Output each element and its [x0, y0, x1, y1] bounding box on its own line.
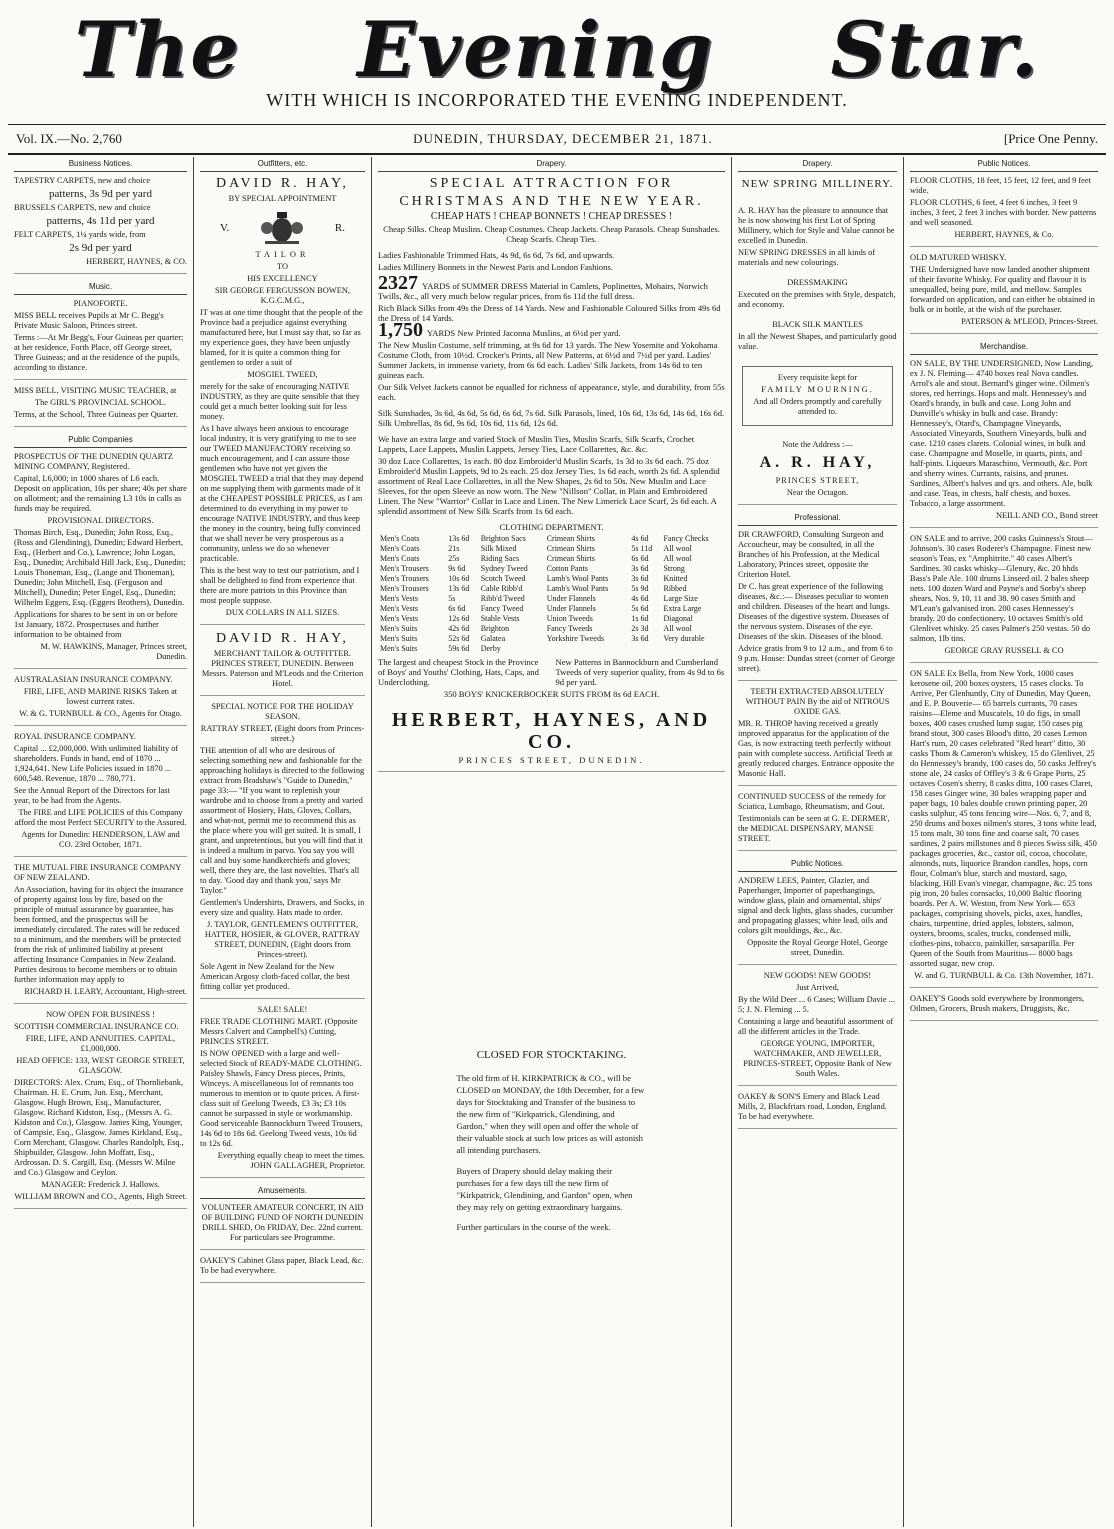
table-cell: Silk Mixed — [480, 544, 517, 553]
column-5 — [904, 157, 1104, 1527]
ad-text: Rich Black Silks from 49s the Dress of 14 Yards. New and Fashionable Coloured Silks from 49s 6d the Dress of 14 Yards. — [378, 303, 721, 323]
ad-text: Opposite the Royal George Hotel, George street, Dunedin. — [747, 938, 888, 957]
ad-text: MISS BELL receives Pupils at Mr C. Begg's Private Music Saloon, Princes street. — [14, 311, 164, 330]
section-head-public-notices: Public Notices. — [738, 857, 897, 872]
table-cell: 6s 6d — [631, 554, 649, 563]
ad-text: R. — [334, 222, 345, 234]
ad-text: IS NOW OPENED with a large and well-selected Stock of READY-MADE CLOTHING. Paisley Shawls, Fancy Dress pieces, Prints, Winceys. A miscellaneous lot of remnants too numerous to mention or to quote prices. A first-class suit of Geelong Tweeds, £3 3s; £3 10s cannot be surpassed in style or workmanship. Good serviceable Bannockburn Tweed Trousers, 14s 6d to 18s 6d. Geelong Tweed vests, 10s 6d to 12s 6d. — [200, 1049, 363, 1148]
ad-signature: RICHARD H. LEARY, Accountant, High-street. — [24, 987, 187, 996]
ad-subheading: PROVISIONAL DIRECTORS. — [47, 516, 154, 525]
table-cell: Derby — [480, 644, 501, 653]
ad-signature: Everything equally cheap to meet the times. JOHN GALLAGHER, Proprietor. — [217, 1151, 365, 1170]
table-cell: Men's Trousers — [380, 584, 429, 593]
scottish-commercial-ad — [14, 1010, 187, 1209]
ad-heading: MISS BELL, VISITING MUSIC TEACHER, at — [14, 386, 177, 395]
table-cell: Riding Sacs — [480, 554, 520, 563]
ad-text: ON SALE, BY THE UNDERSIGNED, Now Landing, ex J. N. Fleming— 4740 boxes real Nova candles. Arrol's ale and stout. Bernard's ginger wine. Oilmen's stores, red herrings. Hops and malt. Hennessey's and Otard's brandy, in bulk and case. Long John and Dunville's whisky in bulk and case. Brandy: Hennessey's, Otard's, Champagne Vineyards, Associated Vineyards, Southern Vineyards, bulk and case. 1210 cases clarets. Colonial wines, in bulk and case. Champagne and Moselle, in quarts, pints, and half-pints. Liqueurs Maraschino, Vermouth, &c. Port and sherry wines. Currants, raisins, and prunes. Sardines, Albert's halves and qrs. and others. Ale, bulk and case. Teas, in chests, half chests, and boxes. Tobacco, a large assortment. — [910, 359, 1094, 508]
table-cell: 13s 6d — [448, 584, 470, 593]
carpets-ad — [14, 176, 187, 274]
table-cell: 42s 6d — [448, 624, 470, 633]
ad-heading: CLOSED FOR STOCKTAKING. — [476, 1049, 627, 1061]
russell-ad — [910, 534, 1098, 663]
table-cell: Stable Vests — [480, 614, 520, 623]
table-cell: All wool — [663, 624, 692, 633]
section-head-business: Business Notices. — [14, 157, 187, 172]
table-cell: 5s 11d — [631, 544, 653, 553]
columns — [8, 157, 1106, 1527]
table-cell: Yorkshire Tweeds — [546, 634, 605, 643]
david-hay-tailor-ad — [200, 176, 365, 625]
table-cell: Men's Vests — [380, 604, 418, 613]
ad-text: We have an extra large and varied Stock of Muslin Ties, Muslin Scarfs, Silk Scarfs, Crochet Lappets, Lace Lappets, Muslin Lappets, Jersey Ties, Lace Collarettes, &c. &c. — [378, 434, 695, 454]
ad-text: HEAD OFFICE: 133, WEST GEORGE STREET, GLASGOW. — [16, 1056, 185, 1075]
table-cell — [661, 644, 725, 654]
column-1 — [8, 157, 194, 1527]
ad-line: BRUSSELS CARPETS, new and choice — [14, 203, 151, 212]
table-cell: Crimean Shirts — [546, 544, 595, 553]
table-cell: Fancy Tweed — [480, 604, 524, 613]
ad-subheading: CHEAP HATS ! CHEAP BONNETS ! CHEAP DRESSES ! — [430, 211, 673, 222]
table-cell: Knitted — [663, 574, 688, 583]
concert-ad — [200, 1203, 365, 1250]
bell-visiting-ad — [14, 386, 187, 427]
ad-text: Ladies Fashionable Trimmed Hats, 4s 9d, 6s 6d, 7s 6d, and upwards. — [378, 250, 615, 260]
table-cell: 12s 6d — [448, 614, 470, 623]
ad-text: The old firm of H. KIRKPATRICK & CO., will be CLOSED on MONDAY, the 18th December, for a few days for Stocktaking and Transfer of the business to the new firm of "Kirkpatrick, Glendining, and Gardon," when they will open and offer the whole of their valuable stock at such low prices as will astonish all intending purchasers. — [456, 1073, 645, 1155]
ad-text: Testimonials can be seen at G. E. DERMER', the MEDICAL DISPENSARY, MANSE STREET. — [738, 814, 890, 843]
table-row — [378, 534, 725, 544]
ad-text: This is the best way to test our patriotism, and I shall be delighted to find from experience that there are more patriots in this Province than most people suppose. — [200, 566, 360, 605]
ad-heading: NEW SPRING MILLINERY. — [741, 178, 894, 190]
ad-text: ON SALE Ex Bella, from New York, 1000 cases kerosene oil, 200 boxes oysters, 15 cases clocks. To Arrive, Per Glenhuntly, City of Dunedin, May Queen, and E. P. Bouverie— 65 barrels currants, 70 cases raisins—Eleme and Muscatels, 10 do figs, in small boxes, 400 cases crushed lump sugar, 150 cases pig brand stout, 300 cases Blood's ditto, 20 cases Lemon Hart's rum, 20 cases celebrated "Red heart" ditto, 30 casks Thom & Cameron's whiskey, 15 do Glenlivet, 25 do Hennessey's brandy, 100 cases do, 50 casks Jeffrey's stone ale, 24 casks of Offley's 3 & 6 Grape Ports, 25 octaves Cosen's sherry, 8 casks ditto, 100 cases Claret, 158 cases Ginger wine, 30 bales wrapping paper and paper bags, 10 bales double crown printing paper, 20 casks sulphur, 45 tons fencing wire—Nos. 6, 7, and 8, 250 drums and boxes oilmen's stores, 3 tons white lead, 15 tons malt, 30 tons fine and coarse salt, 70 cases sardines, 2 pairs millstones and 8 pieces Swiss silk, 450 packages groceries, &c., castor oil, cocoa, chocolate, almonds, nuts, liquorice Brandon candles, hops, corn flour, Colman's blue, starch and mustard, sago, blacking, Hill Evan's vinegar, champagne, &c. 25 tons pig iron, 20 bales cornsacks, 10,000 Baltic flooring boards. Per A. W. Weston, from New York— 653 packages, comprising shovels, picks, axes, handles, chairs, turpentine, dried apples, lobsters, salmon, oysters, brooms, scales, trucks, condensed milk, clothes-pins, tobacco, painkiller, sarsaparilla. Per Queen of the South from Mauritius— 8000 bags assorted sugar, new crop. — [910, 669, 1097, 968]
ad-text: IT was at one time thought that the people of the Province had a prejudice against everything manufactured here, but I must say that, so far as my experience goes, they have been unjustly blamed, for it is quite a common thing for gentlemen to order a suit of — [200, 308, 363, 367]
table-cell: 10s 6d — [448, 574, 470, 583]
ad-signature: PATERSON & M'LEOD, Princes-Street. — [961, 317, 1098, 326]
ad-subheading: BLACK SILK MANTLES — [772, 320, 863, 329]
ad-text: The FIRE and LIFE POLICIES of this Company afford the most Perfect SECURITY to the Assured. — [14, 808, 187, 827]
title-word-1: The — [74, 5, 241, 94]
table-cell: 5s 6d — [631, 604, 649, 613]
ad-text: FIRE, LIFE, AND MARINE RISKS Taken at lowest current rates. — [23, 687, 178, 706]
royal-crest-icon — [257, 210, 307, 246]
ad-text: New Patterns in Bannockburn and Cumberland Tweeds of very superior quality, from 4s 9d to 6s 9d per yard. — [555, 657, 725, 687]
oakey-ad — [200, 1256, 365, 1283]
taylor-holiday-ad — [200, 702, 365, 999]
ad-signature: GEORGE GRAY RUSSELL & CO — [944, 646, 1064, 655]
ad-signature: W. and G. TURNBULL & Co. 13th November, 1871. — [914, 971, 1094, 980]
ad-number: 1,750 — [378, 319, 423, 341]
table-cell: Men's Trousers — [380, 564, 429, 573]
ad-text: YARDS of SUMMER DRESS Material in Camlets, Poplinettes, Mohairs, Norwich Twills, &c., all very much below regular prices, from 6s 11d the full dress. — [378, 281, 708, 301]
table-cell: Fancy Checks — [663, 534, 709, 543]
ad-heading: SPECIAL ATTRACTION FOR — [429, 176, 674, 191]
table-row — [378, 634, 725, 644]
david-hay-merchant-ad — [200, 631, 365, 696]
ad-text: A. R. HAY has the pleasure to announce that he is now showing his first Lot of Spring Millinery, which for Style and Value cannot be excelled in Dunedin. — [738, 206, 895, 245]
section-head-drapery: Drapery. — [378, 157, 725, 172]
ad-text: CONTINUED SUCCESS of the remedy for Sciatica, Lumbago, Rheumatism, and Gout. — [738, 792, 886, 811]
ad-text: The largest and cheapest Stock in the Province of Boys' and Youths' Clothing, Hats, Caps, and Underclothing. — [378, 657, 539, 687]
ad-heading: FREE TRADE CLOTHING MART. (Opposite Messrs Calvert and Campbell's) Cutting, PRINCES STREET. — [200, 1017, 358, 1046]
young-ad — [738, 971, 897, 1086]
table-cell: Men's Coats — [380, 544, 420, 553]
floor-cloths-ad — [910, 176, 1098, 247]
ad-text: ANDREW LEES, Painter, Glazier, and Paperhanger, Importer of paperhangings, window glass, plain and ornamental, ships' signal and deck lights, glass shades, cucumber and propagating glasses; white lead, oils and colors gilt mouldings, &c., &c. — [738, 876, 894, 935]
dermer-ad — [738, 792, 897, 851]
ad-text: Further particulars in the course of the week. — [456, 1222, 611, 1233]
ad-text: PRINCES STREET, DUNEDIN. — [458, 755, 645, 765]
section-head-amusements: Amusements. — [200, 1184, 365, 1199]
ad-text: TAILOR — [255, 250, 310, 259]
oakey-goods-ad — [910, 994, 1098, 1021]
ad-text: As I have always been anxious to encourage local industry, it is very gratifying to me to see our TWEED MANUFACTORY receiving so much encouragement, and I can assure those gentlemen who have not yet given the MOSGIEL TWEED a trial that they may depend on me supplying them with garments made of it at the CHEAPEST POSSIBLE PRICES, as I am determined to do everything in my power to encourage NATIVE INDUSTRY, and thus keep the money in the country, being fully convinced that we shall never be very prosperous as a community, unless we do so whenever practicable. — [200, 424, 364, 563]
ad-text: OAKEY & SON'S Emery and Black Lead Mills, 2, Blackfriars road, London, England. To be had everywhere. — [738, 1092, 887, 1121]
section-head-public-notices-2: Public Notices. — [910, 157, 1098, 172]
ad-line: FELT CARPETS, 1¼ yards wide, from — [14, 230, 146, 239]
ad-text: By the Wild Deer ... 6 Cases; William Davie ... 5; J. N. Fleming ... 5. — [738, 995, 895, 1014]
ad-heading: DAVID R. HAY, — [216, 631, 349, 646]
table-cell: 3s 6d — [631, 564, 649, 573]
table-row — [378, 614, 725, 624]
ad-heading: SALE! SALE! — [257, 1005, 308, 1014]
mourning-box — [742, 366, 893, 426]
ad-heading: TEETH EXTRACTED ABSOLUTELY WITHOUT PAIN By the aid of NITROUS OXIDE GAS. — [745, 687, 890, 716]
table-row — [378, 554, 725, 564]
free-trade-ad — [200, 1005, 365, 1178]
ad-heading: CHRISTMAS AND THE NEW YEAR. — [399, 194, 704, 209]
table-cell: Extra Large — [663, 604, 702, 613]
table-cell: 3s 6d — [631, 574, 649, 583]
price: [Price One Penny. — [1003, 131, 1098, 146]
ad-text: THE attention of all who are desirous of selecting something new and fashionable for the approaching holidays is directed to the following extract from Bradshaw's "Guide to Dunedin," page 33:— "If you want to replenish your wardrobe and to choose from a pretty and varied assortment of Hosiery, Hats, Gloves, Collars, and what-not, permit me to recommend this as the place where you will get suited. It is small, I grant, and unpretentious, but you will find that it is indeed a multum in parvo. You say you will call and buy some handkerchiefs and gloves; well, there they are, the last novelties. That's all to day. 'Good day and thank you,' says Mr Taylor." — [200, 746, 365, 895]
ad-text: The GIRL'S PROVINCIAL SCHOOL. — [34, 398, 166, 407]
ad-text: An Association, having for its object the insurance of property against loss by fire, based on the principle of mutual assurance by guarantee, has been formed, and the prospectus will be immediately circulated. The rates will be reduced to a minimum, and the members will be protected from the risk of unlimited liability at present affecting Insurance Companies in New Zealand. Parties desirous to become members or to obtain further information may apply to — [14, 885, 184, 984]
table-cell: 4s 6d — [631, 534, 649, 543]
ad-text: OAKEY'S Cabinet Glass paper, Black Lead, &c. To be had everywhere. — [200, 1256, 364, 1275]
title-word-2: Evening — [357, 5, 715, 94]
table-cell: 59s 6d — [448, 644, 470, 653]
ad-text: TO — [276, 262, 288, 271]
table-cell: Diagonal — [663, 614, 693, 623]
table-cell: All wool — [663, 554, 692, 563]
neill-ad — [910, 359, 1098, 528]
ad-subheading: CLOTHING DEPARTMENT. — [499, 522, 604, 532]
table-cell: All wool — [663, 544, 692, 553]
date: DUNEDIN, THURSDAY, DECEMBER 21, 1871. — [413, 131, 713, 146]
ad-text: MOSGIEL TWEED, — [247, 370, 318, 379]
table-cell: Sydney Tweed — [480, 564, 528, 573]
ad-text: Ladies Millinery Bonnets in the Newest Paris and London Fashions. — [378, 262, 613, 272]
pianoforte-ad — [14, 299, 187, 380]
ad-heading: THE MUTUAL FIRE INSURANCE COMPANY OF NEW ZEALAND. — [14, 863, 182, 882]
ad-line: 2s 9d per yard — [69, 242, 132, 254]
table-cell: Ribb'd Tweed — [480, 594, 525, 603]
royal-insurance-ad — [14, 732, 187, 857]
table-cell: 21s — [448, 544, 460, 553]
ad-text: Our Silk Velvet Jackets cannot be equalled for richness of appearance, style, and durability, from 55s each. — [378, 382, 725, 402]
ad-text: 350 BOYS' KNICKERBOCKER SUITS FROM 8s 6d EACH. — [443, 689, 660, 699]
section-head-drapery-2: Drapery. — [738, 157, 897, 172]
crawford-ad — [738, 530, 897, 681]
table-cell: Large Size — [663, 594, 698, 603]
table-cell: Men's Vests — [380, 614, 418, 623]
ad-text — [378, 272, 725, 301]
table-cell: Men's Vests — [380, 594, 418, 603]
ad-text: PRINCES STREET, — [775, 476, 860, 485]
table-cell: Lamb's Wool Pants — [546, 574, 609, 583]
ad-text: DUX COLLARS IN ALL SIZES. — [225, 608, 340, 617]
table-cell: 3s 6d — [631, 634, 649, 643]
ad-line: patterns, 4s 11d per yard — [46, 215, 155, 227]
table-cell — [629, 644, 661, 654]
table-cell: 5s 9d — [631, 584, 649, 593]
whisky-ad — [910, 253, 1098, 334]
ad-text: Terms, at the School, Three Guineas per Quarter. — [14, 410, 178, 419]
table-cell: Men's Coats — [380, 554, 420, 563]
oakey-son-ad — [738, 1092, 897, 1129]
table-cell: Cotton Pants — [546, 564, 588, 573]
ad-text: OAKEY'S Goods sold everywhere by Ironmongers, Oilmen, Grocers, Brush makers, Druggists, &c. — [910, 994, 1085, 1013]
table-cell: Lamb's Wool Pants — [546, 584, 609, 593]
ad-signature: HERBERT, HAYNES, & Co. — [954, 230, 1054, 239]
section-head-professional: Professional. — [738, 511, 897, 526]
australasian-ad — [14, 675, 187, 726]
ad-heading: PROSPECTUS OF THE DUNEDIN QUARTZ MINING COMPANY, Registered. — [14, 452, 173, 471]
ad-text: FLOOR CLOTHS, 18 feet, 15 feet, 12 feet, and 9 feet wide. — [910, 176, 1091, 195]
ad-heading: SCOTTISH COMMERCIAL INSURANCE CO. — [14, 1022, 179, 1031]
ad-text: THE Undersigned have now landed another shipment of their favorite Whisky. For quality and flavour it is unequalled, being pure, mild, and mellow. Samples forwarded on application, and can either be obtained in bulk or in bottle, at the wish of the purchaser. — [910, 265, 1095, 314]
ad-text: Gentlemen's Undershirts, Drawers, and Socks, in every size and quality. Hats made to order. — [200, 898, 365, 917]
ad-text: Near the Octagon. — [786, 488, 849, 497]
ad-text: See the Annual Report of the Directors for last year, to be had from the Agents. — [14, 786, 170, 805]
ad-text: RATTRAY STREET, (Eight doors from Princes-street.) — [200, 724, 365, 743]
table-cell: 6s 6d — [448, 604, 466, 613]
table-cell: Fancy Tweeds — [546, 624, 593, 633]
ad-text: SIR GEORGE FERGUSSON BOWEN, K.G.C.M.G., — [215, 286, 350, 305]
volume-number: Vol. IX.—No. 2,760 — [16, 131, 122, 146]
ad-text: Thomas Birch, Esq., Dunedin; John Ross, Esq., (Ross and Glendining), Dunedin; Edward Herbert, Esq., (Herbert and Co.), Lawrence; John Logan, Esq., Dunedin; Archibald Hill Jack, Esq., Dunedin; Louis Thoneman, Esq., (Lange and Thoneman), Dunedin; John Mitchell, Esq. (Ferguson and Mitchell), Dunedin; Peter Engel, Esq., Dunedin; Wilhelm Eggers, Esq. (Eggers Brothers), Dunedin. — [14, 528, 186, 607]
ad-text: VOLUNTEER AMATEUR CONCERT, IN AID OF BUILDING FUND OF NORTH DUNEDIN DRILL SHED, On FRIDAY, Dec. 22nd current. For particulars see Programme. — [201, 1203, 364, 1242]
table-cell: 4s 6d — [631, 594, 649, 603]
ad-signature: NEILL AND CO., Bond street — [995, 511, 1098, 520]
ad-text: Applications for shares to be sent in on or before 1st January, 1872. Prospectuses and further information to be obtained from — [14, 610, 178, 639]
table-cell: 9s 6d — [448, 564, 466, 573]
ad-text: Cheap Silks. Cheap Muslins. Cheap Costumes. Cheap Jackets. Cheap Parasols. Cheap Sunshades. Cheap Scarfs. Cheap Ties. — [383, 224, 720, 244]
ad-text: ON SALE and to arrive, 200 casks Guinness's Stout—Johnson's. 30 cases Roderer's Champagne. Finest new season's Teas, ex "Amphitrite." 40 cases Albert's Sardines. 30 casks whisky—Glenury, &c. 20 hhds Bass's Pale Ale. 100 drums Linseed oil. 2 bales sheep nets. 100 dozen Ward and Payne's and Sorby's sheep shears, Nos. 9, 10, 11 and 38. 90 cases Smith and M'Lean's galvanised iron. 200 cases Hennessey's brandy. 20 do confectionery. 10 octaves Smith's old Glenlivet whisky. 25 cases Palmer's 250 vestas. 50 do salmon, 1lb tins. — [910, 534, 1093, 643]
masthead — [0, 0, 1114, 108]
column-2 — [194, 157, 372, 1527]
table-cell: Union Tweeds — [546, 614, 593, 623]
throp-ad — [738, 687, 897, 786]
table-cell: 2s 3d — [631, 624, 649, 633]
ad-text: MERCHANT TAILOR & OUTFITTER. PRINCES STREET, DUNEDIN. Between Messrs. Paterson and M'Leods and the Criterion Hotel. — [201, 649, 364, 688]
ad-text: Just Arrived, — [796, 983, 839, 992]
ad-line: patterns, 3s 9d per yard — [49, 188, 152, 200]
ad-text: Silk Sunshades, 3s 6d, 4s 6d, 5s 6d, 6s 6d, 7s 6d. Silk Parasols, lined, 10s 6d, 13s 6d, 14s 6d, 16s 6d. Silk Umbrellas, 8s 6d, 9s 6d, 10s 6d, 11s 6d, 12s 6d. — [378, 408, 725, 428]
table-cell: Scotch Tweed — [480, 574, 526, 583]
section-head-companies: Public Companies — [14, 433, 187, 448]
table-cell — [545, 644, 630, 654]
table-row — [378, 644, 725, 654]
ad-text: Capital, L6,000; in 1000 shares of L6 each. Deposit on application, 10s per share; 40s per share on allotment; and the remaining L3 10s in calls as funds may be required. — [14, 474, 187, 513]
ad-text: BY SPECIAL APPOINTMENT — [228, 194, 337, 203]
ad-heading: A. R. HAY, — [759, 454, 876, 471]
table-cell: 5s — [448, 594, 456, 603]
quartz-mining-ad — [14, 452, 187, 669]
ad-text: HIS EXCELLENCY — [247, 274, 318, 283]
ad-text: Note the Address :— — [782, 440, 853, 449]
table-row — [378, 604, 725, 614]
table-cell: 13s 6d — [448, 534, 470, 543]
ad-text: 30 doz Lace Collarettes, 1s each. 80 doz Embroider'd Muslin Scarfs, 1s 3d to 3s 6d each. 75 doz Embroider'd Muslin Lappets, 9d to 2s each. 25 doz Jersey Ties, 1s 6d each, worth 2s 6d. A splendid assortment of Real Lace Collarettes, in all the New Shapes, 2s 6d to 50s. New Muslin and Lace Sleeves, for the open Sleeve as now worn. The New "Nillson" Collar, in Plain and Embroidered Linen. The New "Warrior" Collar in Lace and Linen. The New Limerick Lace Scarf, 2s 6d each. A splendid assortment of New Silk Scarfs from 1s 6d each. — [378, 456, 720, 516]
table-cell: Crimean Shirts — [546, 554, 595, 563]
ad-text: In all the Newest Shapes, and particularly good value. — [738, 332, 897, 351]
ad-subheading: DRESSMAKING — [787, 278, 848, 287]
ad-text: And all Orders promptly and carefully attended to. — [753, 397, 882, 416]
column-4 — [732, 157, 904, 1527]
ad-text: Buyers of Drapery should delay making their purchases for a few days till the new firm of "Kirkpatrick, Glendining, and Gardon" open, when they may rely on getting extraordinary bargains. — [456, 1165, 633, 1212]
table-cell: Very durable — [663, 634, 705, 643]
column-3 — [372, 157, 732, 1527]
ad-text: YARDS New Printed Jaconna Muslins, at 6½d per yard. — [427, 328, 621, 338]
ad-text: MANAGER: Frederick J. Hallows. — [41, 1180, 160, 1189]
table-cell: Under Flannels — [546, 594, 596, 603]
ad-signature: M. W. HAWKINS, Manager, Princes street, Dunedin. — [40, 642, 187, 661]
ad-signature: Agents for Dunedin: HENDERSON, LAW and CO. 23rd October, 1871. — [21, 830, 180, 849]
ad-subheading: NOW OPEN FOR BUSINESS ! — [46, 1010, 155, 1019]
ad-text: The New Muslin Costume, self trimming, at 9s 6d for 13 yards. The New Yosemite and Yokohama Costume Cloth, from 10½d. Crocker's Prints, all New Patterns, at 6½d and 7½d per yard. Ladies' Summer Jackets, in immense variety, from 6s 6d each. Ladies' Silk Jackets, from 14s 6d to ten guineas each. — [378, 340, 718, 380]
ad-text: Terms :—At Mr Begg's, Four Guineas per quarter; at her residence, Forth Place, off George street, Three Guineas; and at the residence of the pupils, according to distance. — [14, 333, 184, 372]
ad-signature: J. TAYLOR, GENTLEMEN'S OUTFITTER, HATTER, HOSIER, & GLOVER, RATTRAY STREET, DUNEDIN, (Eight doors from Princes-street). — [204, 920, 361, 959]
herbert-haynes-ad — [378, 176, 725, 772]
ad-text: Containing a large and beautiful assortment of all the different articles in the Trade. — [738, 1017, 894, 1036]
table-cell: Men's Suits — [380, 624, 418, 633]
ad-text: Executed on the premises with Style, despatch, and economy. — [738, 290, 896, 309]
table-row — [378, 544, 725, 554]
ad-text: FAMILY MOURNING. — [761, 385, 874, 394]
ad-signature: W. & G. TURNBULL & CO., Agents for Otago. — [19, 709, 182, 718]
turnbull-ad — [910, 669, 1098, 988]
table-cell: 52s 6d — [448, 634, 470, 643]
table-row — [378, 574, 725, 584]
ad-line: TAPESTRY CARPETS, new and choice — [14, 176, 151, 185]
ad-heading: DAVID R. HAY, — [216, 176, 349, 191]
table-row — [378, 594, 725, 604]
table-row — [378, 584, 725, 594]
ad-text: DIRECTORS: Alex. Crum, Esq., of Thornliebank, Chairman. H. E. Crum, Jun. Esq., Merchant, Glasgow. Hugh Brown, Esq., Manufacturer, Glasgow. Richard Kidston, Esq., (Messrs A. G. Kidston and Co.), Glasgow. James King, Younger, of Campsie, Esq., Glasgow. James Kirkland, Esq., Corn Merchant, Glasgow. Charles Randolph, Esq., Shipbuilder, Glasgow. John Moffatt, Esq., Ardrossan. D. S. Cargill, Esq. (Messrs W. Milne and Co.) Glasgow and Ceylon. — [14, 1078, 184, 1177]
ad-text: merely for the sake of encouraging NATIVE INDUSTRY, as they are quite sensible that they could get a much better looking suit for less money. — [200, 382, 360, 421]
table-cell: 1s 6d — [631, 614, 649, 623]
ad-signature: WILLIAM BROWN and CO., Agents, High Street. — [14, 1192, 187, 1201]
table-cell: 25s — [448, 554, 460, 563]
subtitle: WITH WHICH IS INCORPORATED THE EVENING INDEPENDENT. — [266, 90, 848, 110]
table-row — [378, 624, 725, 634]
ad-text: DR CRAWFORD, Consulting Surgeon and Accoucheur, may be consulted, in all the Branches of his Profession, at the Medical Laboratory, Princes street, opposite the Criterion Hotel. — [738, 530, 884, 579]
kirkpatrick-ad — [457, 1049, 647, 1233]
ad-text: Advice gratis from 9 to 12 a.m., and from 6 to 9 p.m. House: Dundas street (corner of George street). — [738, 644, 895, 673]
table-cell: Brighton Sacs — [480, 534, 526, 543]
table-cell: Under Flannels — [546, 604, 596, 613]
ad-text: Every requisite kept for — [777, 373, 858, 382]
ad-heading: SPECIAL NOTICE FOR THE HOLIDAY SEASON. — [211, 702, 354, 721]
ad-heading: ROYAL INSURANCE COMPANY. — [14, 732, 136, 741]
ad-text: FIRE, LIFE, AND ANNUITIES. CAPITAL, £1,000,000. — [25, 1034, 176, 1053]
ad-signature: HERBERT, HAYNES, & CO. — [86, 257, 187, 266]
table-cell: Cable Ribb'd — [480, 584, 523, 593]
ad-number: 2327 — [378, 272, 418, 294]
clothing-table — [378, 534, 725, 654]
ad-text: NEW SPRING DRESSES in all kinds of materials and new colourings. — [738, 248, 876, 267]
ar-hay-ad — [738, 176, 897, 505]
table-cell: Ribbed — [663, 584, 687, 593]
ad-heading: NEW GOODS! NEW GOODS! — [763, 971, 872, 980]
table-cell: Galatea — [480, 634, 506, 643]
ad-signature: GEORGE YOUNG, IMPORTER, WATCHMAKER, AND JEWELLER, PRINCES-STREET, Opposite Bank of New South Wales. — [743, 1039, 892, 1078]
section-head-music: Music. — [14, 280, 187, 295]
ad-text: MR. R. THROP having received a greatly improved apparatus for the application of the Gas, is now extracting teeth perfectly without pain with complete success. Artificial Teeth at greatly reduced charges. Entrance opposite the Masonic Hall. — [738, 719, 895, 778]
ad-heading: HERBERT, HAYNES, AND CO. — [391, 709, 712, 753]
table-cell: Men's Coats — [380, 534, 420, 543]
ad-text: Dr C. has great experience of the following diseases, &c.:— Diseases peculiar to women and children. Diseases of the heart and lungs. Diseases of the digestive system. Diseases of the nervous system. Diseases of the eye. Diseases of the skin. Diseases of the blood. — [738, 582, 890, 641]
lees-ad — [738, 876, 897, 965]
table-cell: Men's Trousers — [380, 574, 429, 583]
ad-heading: OLD MATURED WHISKY. — [910, 253, 1007, 262]
table-cell: Men's Suits — [380, 634, 418, 643]
dateline-bar — [8, 124, 1106, 155]
ad-text — [378, 319, 725, 341]
newspaper-title — [0, 0, 1114, 94]
table-cell: Men's Suits — [380, 644, 418, 653]
ad-text: Capital ... £2,000,000. With unlimited liability of shareholders. Funds in hand, end of 1870 ... 1,924,641. New Life Policies issued in 1870 ... 600,548. Revenue, 1870 ... 780,771. — [14, 744, 179, 783]
table-cell: Crimean Shirts — [546, 534, 595, 543]
title-word-3: Star. — [830, 5, 1040, 94]
ad-heading: AUSTRALASIAN INSURANCE COMPANY. — [14, 675, 173, 684]
table-cell: Strong — [663, 564, 685, 573]
ad-text: Sole Agent in New Zealand for the New American Argosy cloth-faced collar, the best fitting collar yet produced. — [200, 962, 350, 991]
mutual-fire-ad — [14, 863, 187, 1004]
ad-text: FLOOR CLOTHS, 6 feet, 4 feet 6 inches, 3 feet 9 inches, 3 feet, 2 feet 3 inches with border. New patterns and well seasoned. — [910, 198, 1097, 227]
ad-heading: PIANOFORTE. — [73, 299, 128, 308]
table-cell: Brighton — [480, 624, 510, 633]
section-head-outfitters: Outfitters, etc. — [200, 157, 365, 172]
ad-text: V. — [220, 222, 230, 234]
table-row — [378, 564, 725, 574]
section-head-merchandise: Merchandise. — [910, 340, 1098, 355]
blank-space — [378, 778, 725, 1038]
